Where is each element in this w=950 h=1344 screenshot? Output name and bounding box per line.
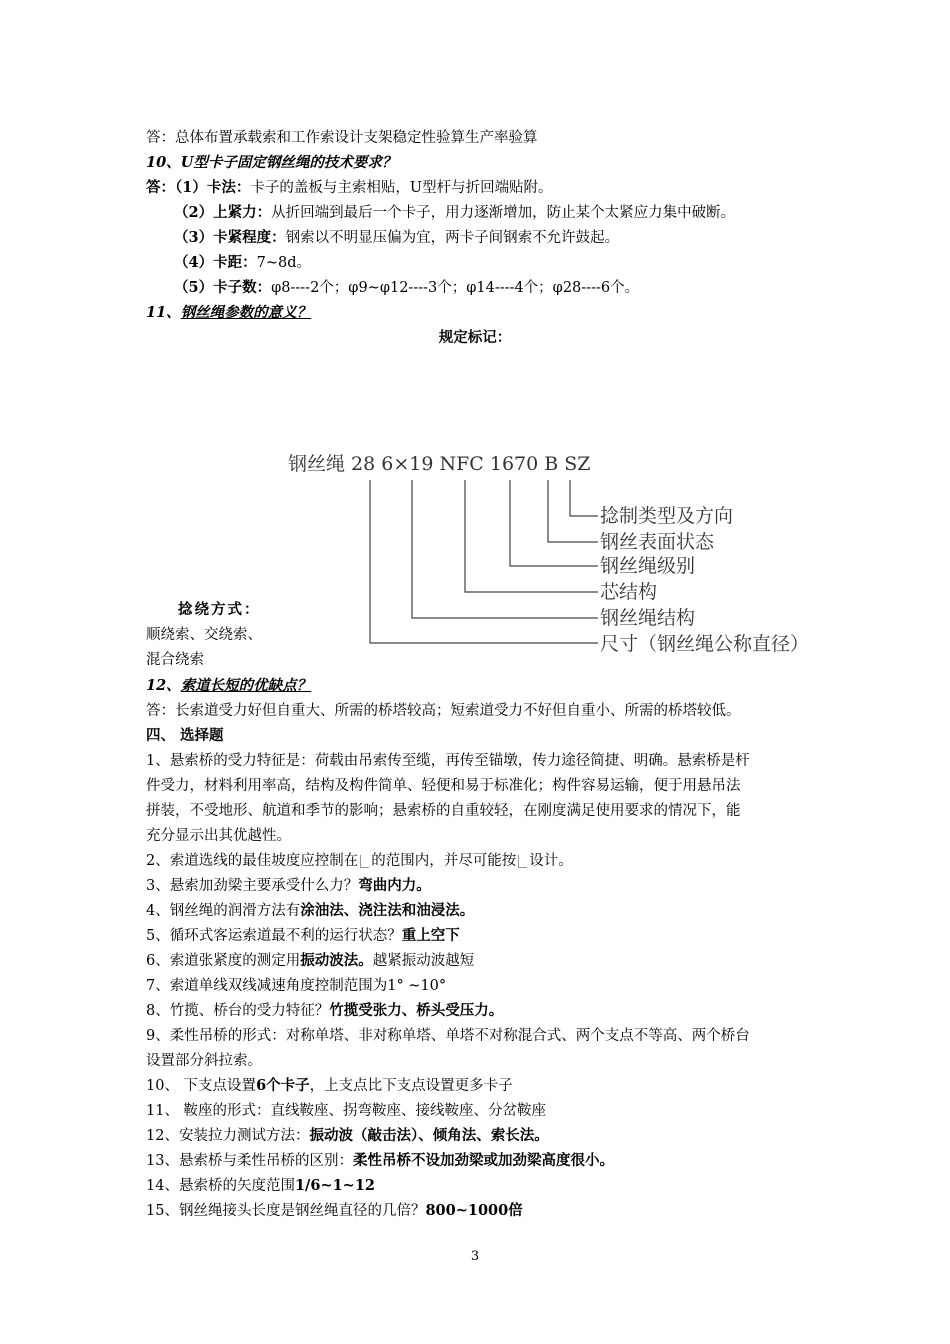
choice-13 — [146, 1151, 614, 1171]
choice-2-text-b: 的范围内，并尽可能按 — [371, 853, 517, 869]
choice-10-text-a: 10、 下支点设置 — [146, 1078, 257, 1094]
q10-item-4 — [174, 253, 311, 273]
label-size: 尺寸（钢丝绳公称直径） — [600, 633, 810, 655]
choice-5-answer: 重上空下 — [401, 927, 460, 944]
choice-12-answer: 振动波（敲击法）、倾角法、索长法。 — [309, 1127, 549, 1144]
choice-14-question: 14、悬索桥的矢度范围 — [146, 1178, 295, 1194]
choice-12 — [146, 1126, 549, 1146]
choice-1-line-2: 件受力，材料利用率高，结构及构件简单、轻便和易于标准化；构件容易运输，便于用悬吊法 — [146, 778, 741, 794]
q11-heading — [146, 303, 311, 323]
choice-3 — [146, 876, 431, 896]
choice-12-question: 12、安装拉力测试方法： — [146, 1128, 310, 1144]
twist-method-line-2: 混合绕索 — [146, 652, 204, 668]
choice-4 — [146, 901, 474, 921]
leader-line — [548, 480, 598, 542]
twist-method-line-1: 顺绕索、交绕索、 — [146, 627, 262, 643]
q10-item-label: （3）卡紧程度： — [174, 229, 286, 246]
choice-1-line-4: 充分显示出其优越性。 — [146, 828, 291, 844]
wire-rope-marking-diagram — [280, 444, 820, 666]
choice-5 — [146, 926, 460, 946]
formula-placeholder — [360, 855, 369, 868]
q10-item-label: （4）卡距： — [174, 254, 257, 271]
q12-answer: 答：长索道受力好但自重大、所需的桥塔较高；短索道受力不好但自重小、所需的桥塔较低。 — [146, 703, 741, 719]
choice-10-answer: 6个卡子 — [256, 1077, 310, 1094]
choice-7: 7、索道单线双线减速角度控制范围为1° ~10° — [146, 978, 447, 994]
q10-item-label: （5）卡子数： — [174, 279, 272, 296]
choice-2-text-c: 设计。 — [529, 853, 573, 869]
twist-method-title: 捻绕方式： — [178, 601, 261, 618]
choice-1-line-3: 拼装，不受地形、航道和季节的影响；悬索桥的自重较轻，在刚度满足使用要求的情况下，能 — [146, 803, 741, 819]
q10-item-1 — [146, 178, 553, 198]
choice-14-answer: 1/6~1~12 — [294, 1177, 375, 1194]
label-rope-grade: 钢丝绳级别 — [600, 555, 696, 577]
intro-answer: 答：总体布置承载索和工作索设计支架稳定性验算生产率验算 — [146, 130, 538, 146]
label-twist-type: 捻制类型及方向 — [600, 505, 734, 527]
choice-15-question: 15、钢丝绳接头长度是钢丝绳直径的几倍？ — [146, 1203, 426, 1219]
q11-number: 11、 — [146, 304, 181, 321]
choice-10-text-c: ，上支点比下支点设置更多卡子 — [309, 1078, 513, 1094]
q10-title: U型卡子固定钢丝绳的技术要求？ — [180, 154, 397, 171]
choice-6 — [146, 951, 474, 971]
q12-heading — [146, 676, 311, 696]
choice-4-answer: 涂油法、浇注法和油浸法。 — [300, 902, 475, 919]
q11-subtitle: 规定标记： — [438, 329, 512, 346]
leader-line — [570, 480, 598, 516]
q12-number: 12、 — [146, 677, 181, 694]
choice-13-question: 13、悬索桥与柔性吊桥的区别： — [146, 1153, 353, 1169]
q10-item-label: （2）上紧力： — [174, 204, 272, 221]
choice-10 — [146, 1076, 513, 1096]
q12-title: 索道长短的优缺点？ — [180, 677, 312, 694]
choice-11: 11、 鞍座的形式：直线鞍座、拐弯鞍座、接线鞍座、分岔鞍座 — [146, 1103, 547, 1119]
page-number: 3 — [470, 1249, 480, 1264]
choice-6-question: 6、索道张紧度的测定用 — [146, 953, 301, 969]
choice-3-answer: 弯曲内力。 — [358, 877, 431, 894]
label-core-structure: 芯结构 — [600, 581, 658, 603]
choice-15-answer: 800~1000倍 — [425, 1202, 523, 1219]
choice-14 — [146, 1176, 375, 1196]
label-rope-structure: 钢丝绳结构 — [600, 607, 696, 629]
q10-item-text: 从折回端到最后一个卡子，用力逐渐增加，防止某个太紧应力集中破断。 — [271, 205, 736, 221]
choice-15 — [146, 1201, 523, 1221]
q10-item-5 — [174, 278, 639, 298]
choice-9-line-1: 9、柔性吊桥的形式：对称单塔、非对称单塔、单塔不对称混合式、两个支点不等高、两个桥台 — [146, 1028, 750, 1044]
choice-3-question: 3、悬索加劲梁主要承受什么力？ — [146, 878, 359, 894]
choice-9-line-2: 设置部分斜拉索。 — [146, 1053, 262, 1069]
choice-6-note: 越紧振动波越短 — [372, 953, 475, 969]
choice-13-answer: 柔性吊桥不设加劲梁或加劲梁高度很小。 — [352, 1152, 614, 1169]
leader-line — [510, 480, 598, 566]
choice-2 — [146, 851, 573, 871]
q10-number: 10、 — [146, 154, 181, 171]
q10-item-text: 钢索以不明显压偏为宜，两卡子间钢索不允许鼓起。 — [285, 230, 620, 246]
q10-item-text: 卡子的盖板与主索相贴，U型杆与折回端贴附。 — [250, 180, 553, 196]
leader-line — [465, 480, 598, 592]
choice-8-answer: 竹揽受张力、桥头受压力。 — [329, 1002, 504, 1019]
choice-2-text-a: 2、索道选线的最佳坡度应控制在 — [146, 853, 359, 869]
q10-item-2 — [174, 203, 735, 223]
q10-item-text: 7~8d。 — [256, 255, 311, 271]
section-4-title: 四、 选择题 — [146, 727, 224, 744]
leader-lines — [370, 480, 598, 643]
label-surface-state: 钢丝表面状态 — [600, 531, 715, 553]
formula-placeholder — [518, 855, 527, 868]
choice-6-answer: 振动波法。 — [300, 952, 373, 969]
q10-item-label: （1）卡法： — [175, 179, 251, 196]
q10-item-text: φ8----2个；φ9~φ12----3个；φ14----4个；φ28----6个。 — [271, 280, 640, 296]
choice-8-question: 8、竹揽、桥台的受力特征？ — [146, 1003, 330, 1019]
choice-5-question: 5、循环式客运索道最不利的运行状态？ — [146, 928, 402, 944]
q11-title: 钢丝绳参数的意义？ — [180, 304, 312, 321]
choice-1-line-1: 1、悬索桥的受力特征是：荷载由吊索传至缆，再传至锚墩，传力途径简捷、明确。悬索桥是杆 — [146, 753, 750, 769]
choice-8 — [146, 1001, 503, 1021]
marking-text: 钢丝绳 28 6×19 NFC 1670 B SZ — [288, 453, 591, 475]
q10-heading — [146, 153, 396, 173]
q10-answer-prefix: 答： — [146, 179, 175, 196]
q10-item-3 — [174, 228, 619, 248]
choice-4-question: 4、钢丝绳的润滑方法有 — [146, 903, 301, 919]
